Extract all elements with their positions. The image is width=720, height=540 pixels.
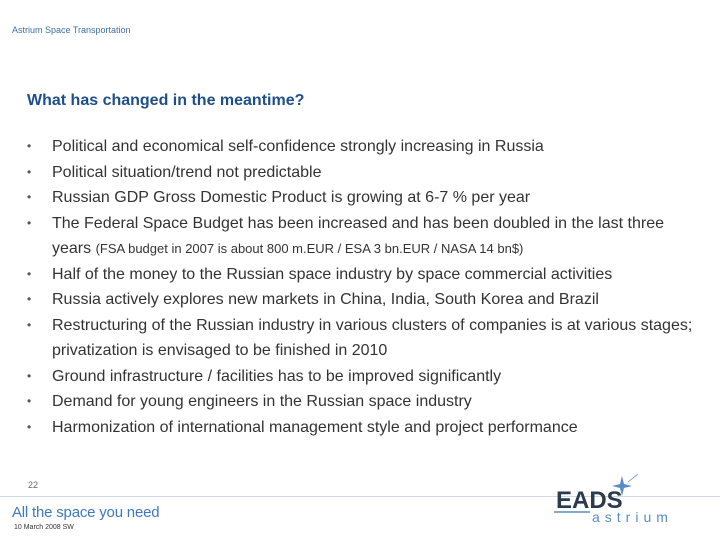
- bullet-item: [27, 313, 707, 364]
- page-number: 22: [28, 480, 39, 490]
- bullet-icon: •: [27, 317, 32, 332]
- bullet-item: [27, 415, 707, 441]
- footer-date: 10 March 2008 SW: [14, 524, 74, 531]
- bullet-item: [27, 364, 707, 390]
- bullet-note: (FSA budget in 2007 is about 800 m.EUR / ESA 3 bn.EUR / NASA 14 bn$): [95, 241, 524, 256]
- bullet-icon: •: [27, 368, 32, 383]
- header-tag: Astrium Space Transportation: [12, 25, 131, 35]
- bullet-item: [27, 211, 707, 262]
- bullet-item: [27, 134, 707, 160]
- bullet-text: Harmonization of international management style and project performance: [52, 418, 578, 436]
- bullet-text: The Federal Space Budget has been increased and has been doubled in the last three years: [52, 214, 664, 257]
- slide-title: What has changed in the meantime?: [27, 92, 305, 109]
- bullet-item: [27, 389, 707, 415]
- bullet-text: Political and economical self-confidence strongly increasing in Russia: [52, 138, 544, 155]
- bullet-text: Political situation/trend not predictable: [52, 163, 322, 181]
- footer-tagline: All the space you need: [12, 504, 160, 521]
- bullet-text: Russian GDP Gross Domestic Product is growing at 6-7 % per year: [52, 189, 531, 206]
- bullet-icon: •: [27, 292, 32, 306]
- eads-astrium-logo: [554, 472, 714, 526]
- bullet-item: [27, 262, 707, 288]
- bullet-text: Half of the money to the Russian space industry by space commercial activities: [52, 265, 613, 283]
- bullet-icon: •: [27, 215, 32, 230]
- bullet-icon: •: [27, 266, 32, 281]
- logo-eads: EADS: [556, 487, 623, 514]
- bullet-icon: •: [27, 419, 32, 434]
- bullet-item: [27, 160, 707, 186]
- bullet-icon: •: [27, 139, 32, 153]
- bullet-item: [27, 185, 707, 211]
- bullet-icon: •: [27, 190, 32, 204]
- bullet-text: Demand for young engineers in the Russian space industry: [52, 393, 472, 410]
- bullet-icon: •: [27, 394, 32, 408]
- bullet-text: Restructuring of the Russian industry in various clusters of companies is at various stages; privatization is envisaged to be finished in 2010: [52, 316, 693, 359]
- bullet-list: [27, 134, 707, 440]
- bullet-text: Russia actively explores new markets in China, India, South Korea and Brazil: [52, 291, 599, 308]
- bullet-text: Ground infrastructure / facilities has to be improved significantly: [52, 367, 502, 385]
- logo-astrium: astrium: [592, 509, 673, 525]
- bullet-icon: •: [27, 164, 32, 179]
- bullet-item: [27, 287, 707, 313]
